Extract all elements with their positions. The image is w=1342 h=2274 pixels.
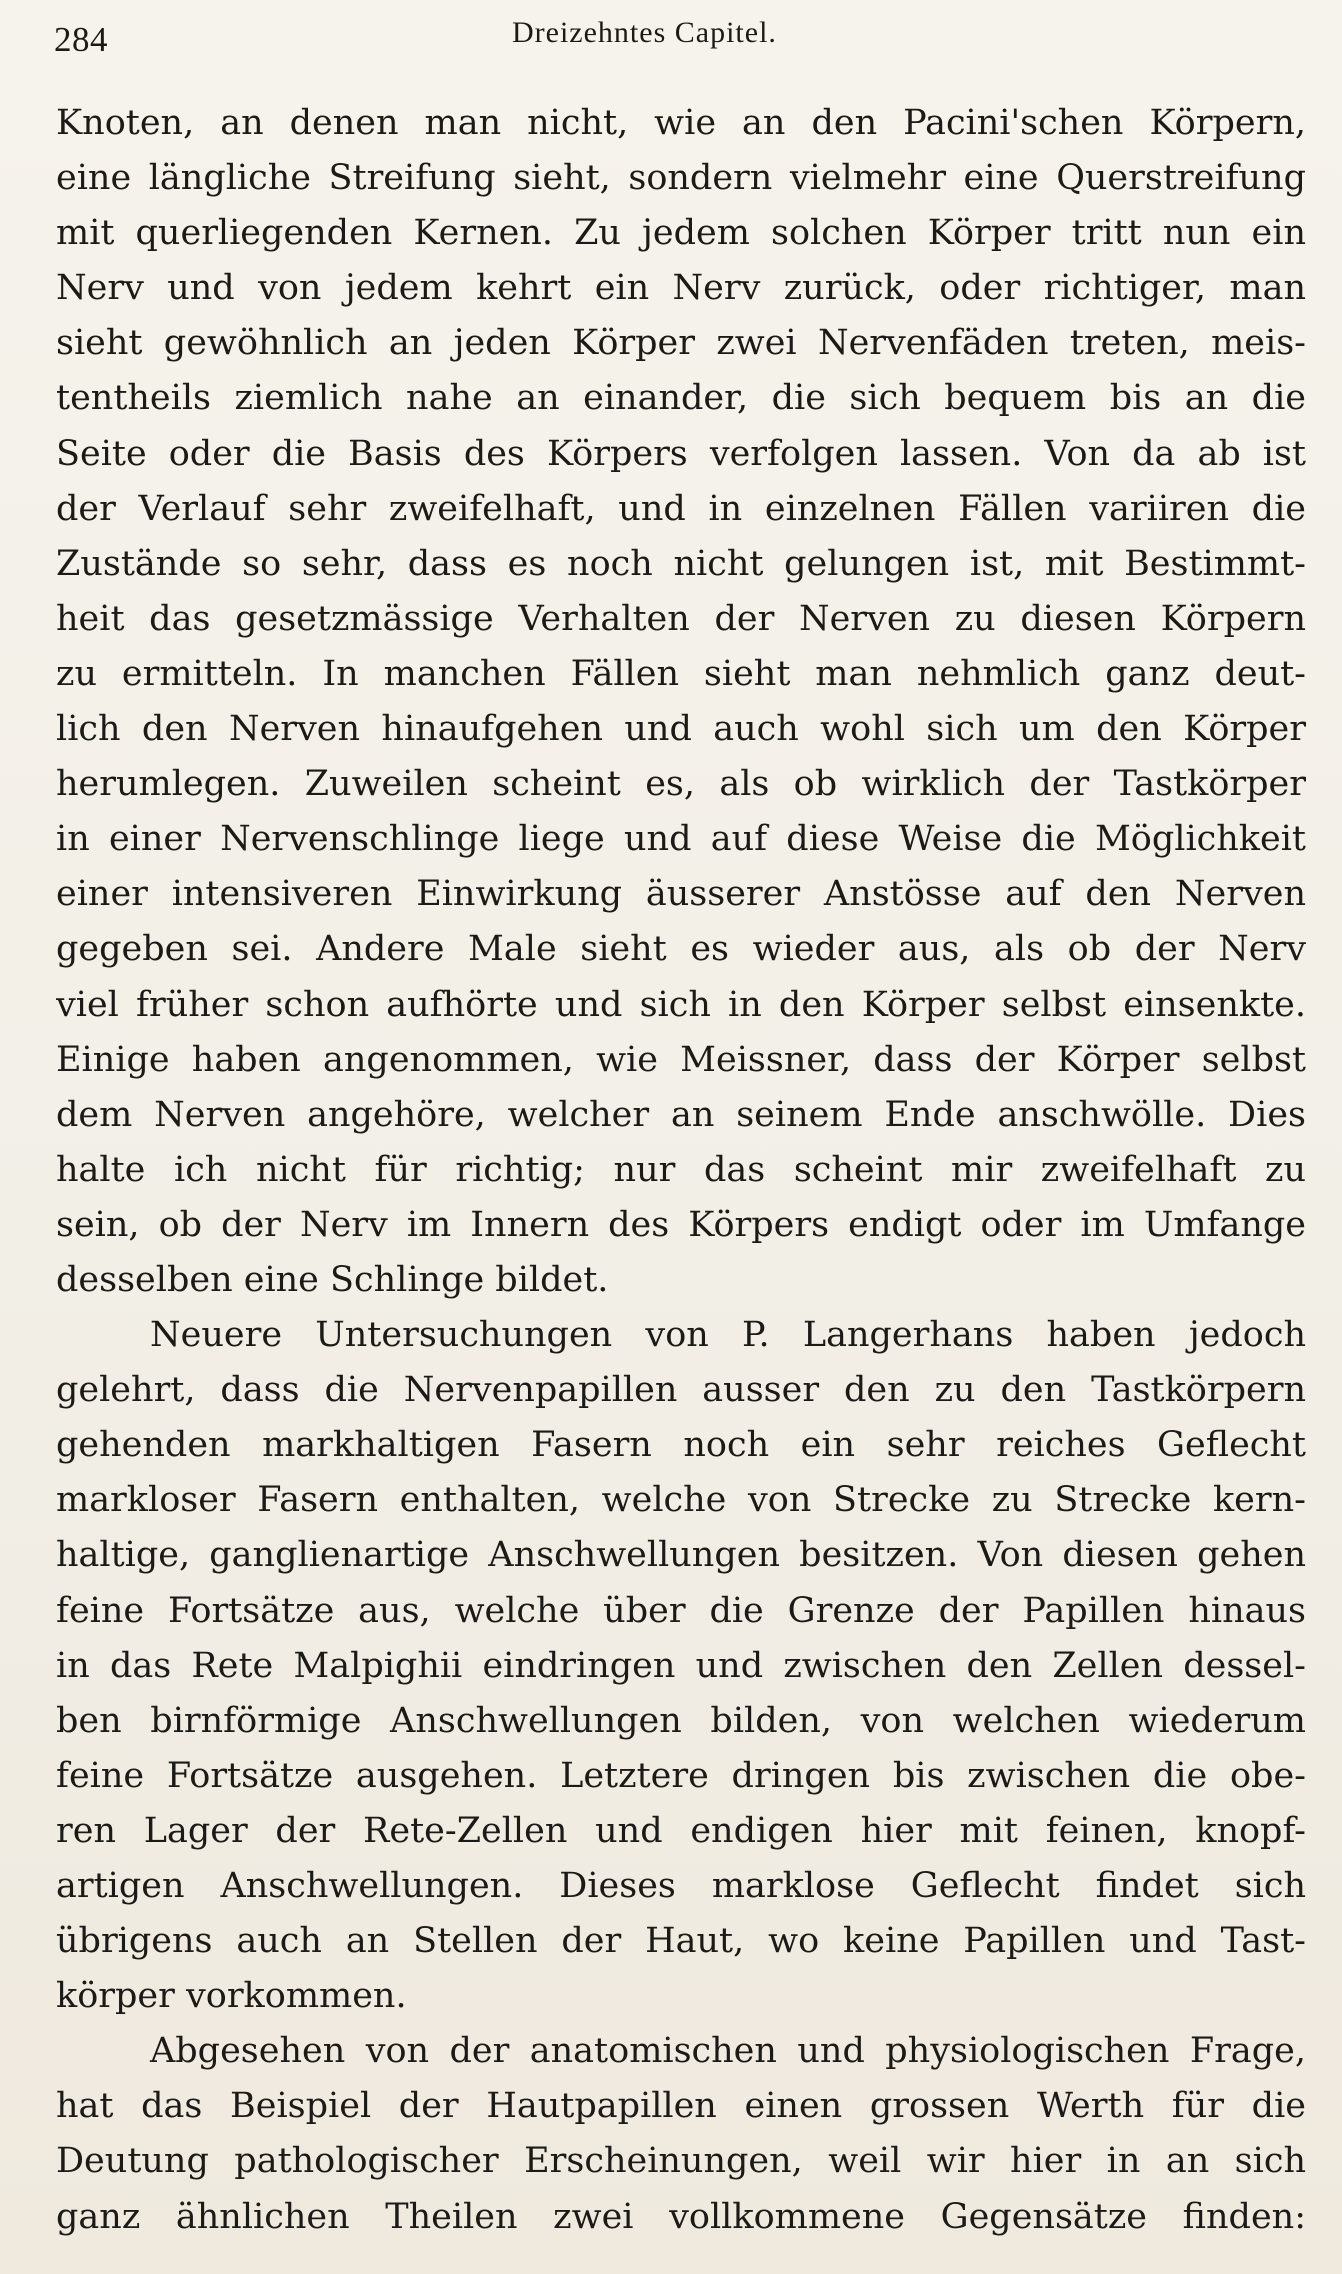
- text-line: halte ich nicht für richtig; nur das scheint mir zweifelhaft zu: [56, 1149, 1306, 1190]
- text-line: der Verlauf sehr zweifelhaft, und in einzelnen Fällen variiren die: [56, 488, 1306, 529]
- text-line: eine längliche Streifung sieht, sondern vielmehr eine Querstreifung: [56, 158, 1306, 199]
- text-line: einer intensiveren Einwirkung äusserer Anstösse auf den Nerven: [56, 874, 1306, 915]
- text-line: Abgesehen von der anatomischen und physiologischen Frage,: [150, 2031, 1306, 2072]
- text-line: markloser Fasern enthalten, welche von Strecke zu Strecke kern-: [56, 1480, 1306, 1521]
- text-line: hat das Beispiel der Hautpapillen einen grossen Werth für die: [56, 2086, 1306, 2127]
- text-line: mit querliegenden Kernen. Zu jedem solchen Körper tritt nun ein: [56, 213, 1306, 254]
- text-line: Knoten, an denen man nicht, wie an den Pacini'schen Körpern,: [56, 103, 1306, 143]
- text-line: Seite oder die Basis des Körpers verfolgen lassen. Von da ab ist: [56, 433, 1306, 474]
- text-line: herumlegen. Zuweilen scheint es, als ob wirklich der Tastkörper: [56, 764, 1306, 805]
- body-text: [56, 96, 1306, 2245]
- text-line: Deutung pathologischer Erscheinungen, weil wir hier in an sich: [56, 2141, 1306, 2182]
- text-line: Zustände so sehr, dass es noch nicht gelungen ist, mit Bestimmt-: [56, 543, 1306, 584]
- page-header: [0, 0, 1342, 90]
- text-line: in das Rete Malpighii eindringen und zwischen den Zellen dessel-: [56, 1645, 1306, 1686]
- text-line: übrigens auch an Stellen der Haut, wo keine Papillen und Tast-: [56, 1921, 1306, 1962]
- text-line: Einige haben angenommen, wie Meissner, dass der Körper selbst: [56, 1039, 1306, 1080]
- text-line: lich den Nerven hinaufgehen und auch wohl sich um den Körper: [56, 709, 1306, 750]
- page-number: 284: [54, 20, 108, 59]
- text-line: Nerv und von jedem kehrt ein Nerv zurück, oder richtiger, man: [56, 268, 1306, 309]
- text-line: ben birnförmige Anschwellungen bilden, von welchen wiederum: [56, 1700, 1306, 1741]
- text-line: viel früher schon aufhörte und sich in den Körper selbst einsenkte.: [56, 984, 1306, 1025]
- text-line: gelehrt, dass die Nervenpapillen ausser den zu den Tastkörpern: [56, 1370, 1306, 1411]
- text-line: desselben eine Schlinge bildet.: [56, 1259, 609, 1300]
- text-line: artigen Anschwellungen. Dieses marklose Geflecht findet sich: [56, 1866, 1306, 1906]
- text-line: Neuere Untersuchungen von P. Langerhans haben jedoch: [150, 1315, 1306, 1356]
- text-line: dem Nerven angehöre, welcher an seinem Ende anschwölle. Dies: [56, 1094, 1306, 1135]
- text-line: sein, ob der Nerv im Innern des Körpers endigt oder im Umfange: [56, 1204, 1306, 1245]
- text-line: gegeben sei. Andere Male sieht es wieder aus, als ob der Nerv: [56, 929, 1306, 970]
- text-line: zu ermitteln. In manchen Fällen sieht man nehmlich ganz deut-: [56, 653, 1306, 694]
- text-line: feine Fortsätze aus, welche über die Grenze der Papillen hinaus: [56, 1590, 1306, 1631]
- text-line: tentheils ziemlich nahe an einander, die sich bequem bis an die: [56, 378, 1306, 419]
- text-line: gehenden markhaltigen Fasern noch ein sehr reiches Geflecht: [56, 1425, 1306, 1466]
- text-line: haltige, ganglienartige Anschwellungen besitzen. Von diesen gehen: [56, 1535, 1306, 1576]
- text-line: in einer Nervenschlinge liege und auf diese Weise die Möglichkeit: [56, 819, 1306, 860]
- running-head: Dreizehntes Capitel.: [512, 16, 777, 49]
- text-line: ganz ähnlichen Theilen zwei vollkommene Gegensätze finden:: [56, 2196, 1306, 2237]
- text-line: ren Lager der Rete-Zellen und endigen hier mit feinen, knopf-: [56, 1810, 1306, 1851]
- text-line: heit das gesetzmässige Verhalten der Nerven zu diesen Körpern: [56, 598, 1306, 639]
- text-line: sieht gewöhnlich an jeden Körper zwei Nervenfäden treten, meis-: [56, 323, 1306, 364]
- text-line: feine Fortsätze ausgehen. Letztere dringen bis zwischen die obe-: [56, 1755, 1306, 1796]
- text-line: körper vorkommen.: [56, 1976, 407, 2017]
